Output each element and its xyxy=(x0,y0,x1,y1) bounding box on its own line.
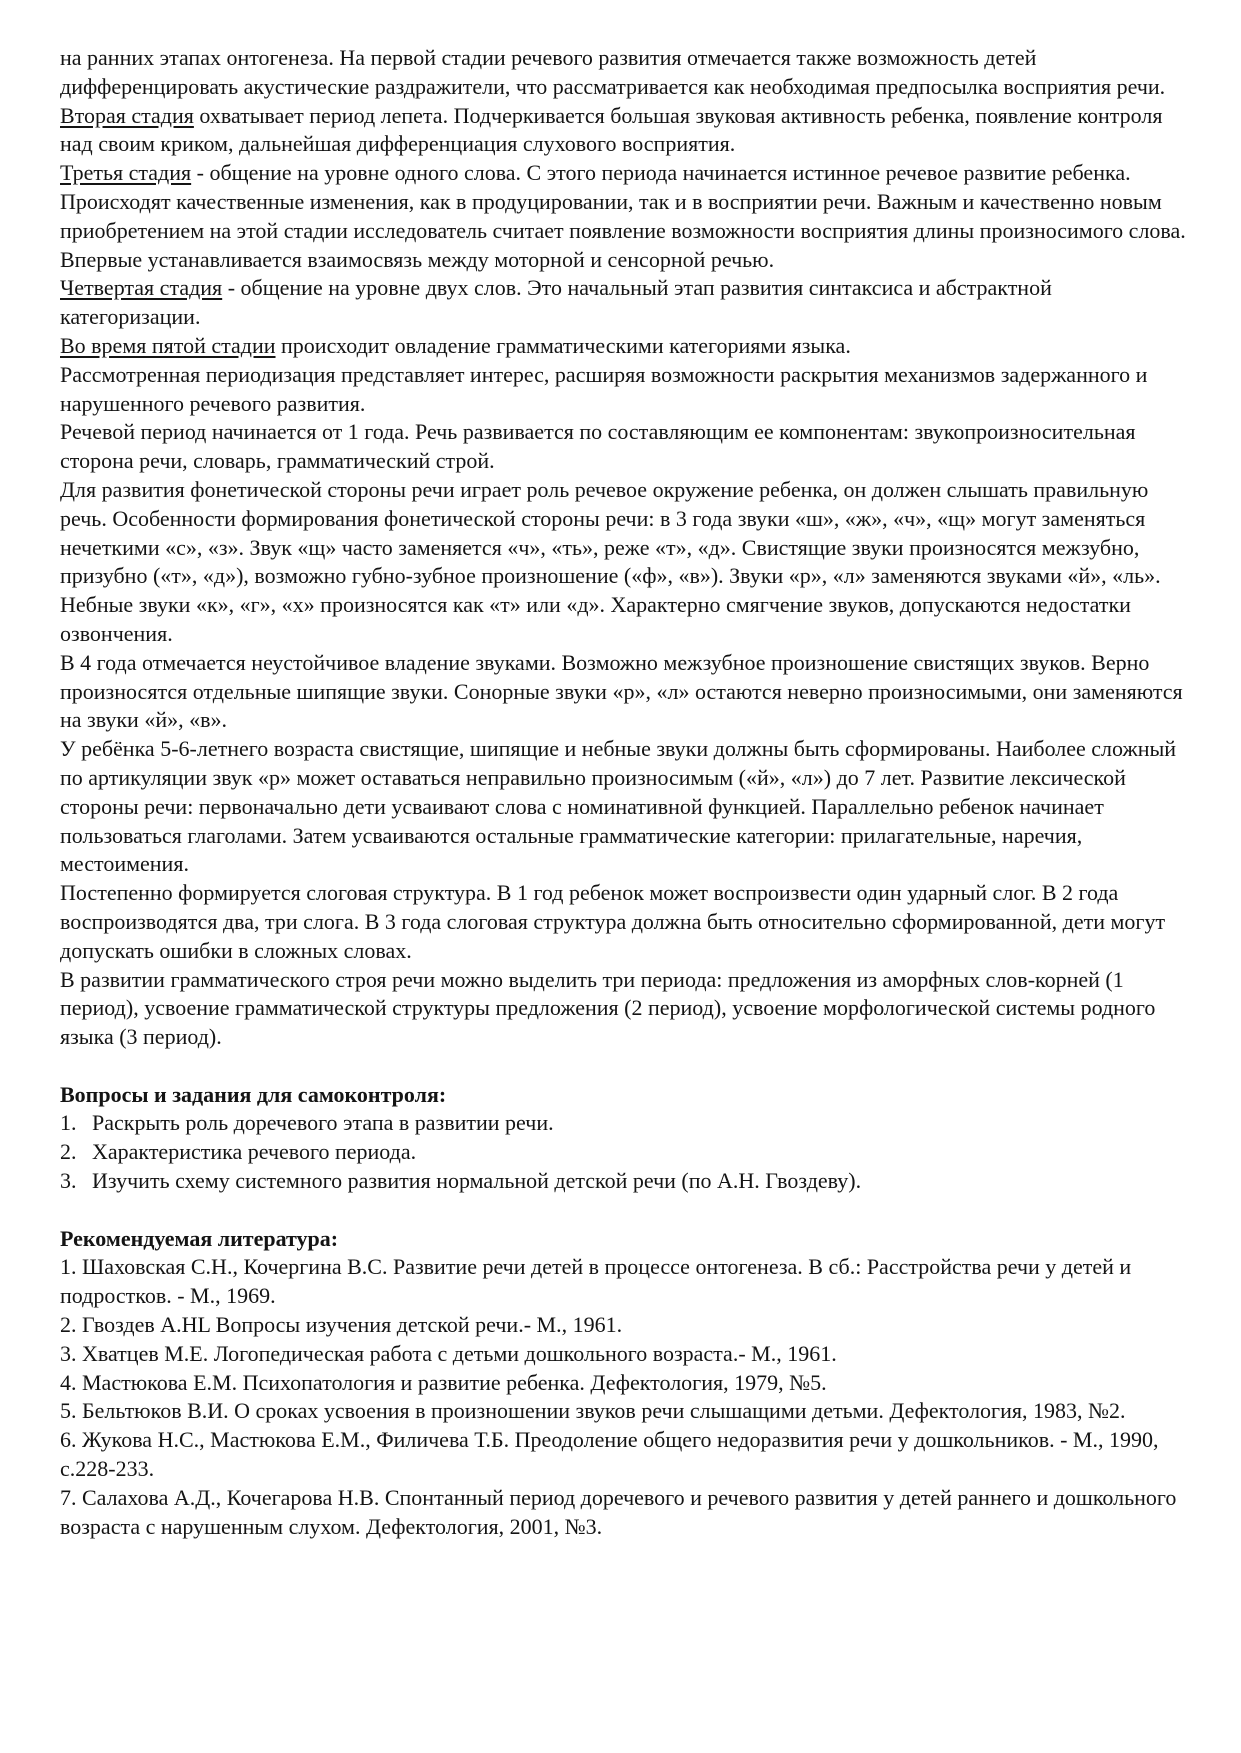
paragraph-stage-2: Вторая стадия охватывает период лепета. Подчеркивается большая звуковая активность ребенка, появление контроля над своим криком, дальнейшая дифференциация слухового восприятия. xyxy=(60,102,1163,157)
literature-title: Рекомендуемая литература: xyxy=(60,1225,339,1251)
paragraph-periodization: Рассмотренная периодизация представляет интерес, расширяя возможности раскрытия механизмов задержанного и нарушенного речевого развития. xyxy=(60,361,1148,416)
paragraph-speech-period: Речевой период начинается от 1 года. Речь развивается по составляющим ее компонентам: звукопроизносительная сторона речи, словарь, грамматический строй. xyxy=(60,419,1136,474)
paragraph-syllable-structure: Постепенно формируется слоговая структура. В 1 год ребенок может воспроизвести один ударный слог. В 2 года воспроизводятся два, три слога. В 3 года слоговая структура должна быть относительно сформированной, дети могут допускать ошибки в сложных словах. xyxy=(60,880,1166,963)
document-page xyxy=(60,44,1188,1541)
paragraph-phonetics: Для развития фонетической стороны речи играет роль речевое окружение ребенка, он должен слышать правильную речь. Особенности формирования фонетической стороны речи: в 3 года звуки «ш», «ж», «ч», «щ» могут заменяться нечеткими «с», «з». Звук «щ» часто заменяется «ч», «ть», реже «т», «д». Свистящие звуки произносятся межзубно, призубно («т», «д»), возможно губно-зубное произношение («ф», «в»). Звуки «р», «л» заменяются звуками «й», «ль». Небные звуки «к», «г», «х» произносятся как «т» или «д». Характерно смягчение звуков, допускаются недостатки озвончения. xyxy=(60,476,1161,646)
spacer xyxy=(60,1196,1188,1225)
literature-item: 7. Салахова А.Д., Кочегарова Н.В. Спонтанный период доречевого и речевого развития у детей раннего и дошкольного возраста с нарушенным слухом. Дефектология, 2001, №3. xyxy=(60,1484,1177,1539)
literature-item: 5. Бельтюков В.И. О сроках усвоения в произношении звуков речи слышащими детьми. Дефектология, 1983, №2. xyxy=(60,1398,1126,1424)
stage-5-heading: Во время пятой стадии xyxy=(60,332,276,358)
stage-3-heading: Третья стадия xyxy=(60,160,192,186)
literature-item: 1. Шаховская С.Н., Кочергина В.С. Развитие речи детей в процессе онтогенеза. В сб.: Расстройства речи у детей и подростков. - М., 1969. xyxy=(60,1254,1132,1309)
paragraph-stage-4: Четвертая стадия - общение на уровне двух слов. Это начальный этап развития синтаксиса и абстрактной категоризации. xyxy=(60,275,1052,330)
paragraph-stage-3: Третья стадия - общение на уровне одного слова. С этого периода начинается истинное речевое развитие ребенка. Происходят качественные изменения, как в продуцировании, так и в восприятии речи. Важным и качественно новым приобретением на этой стадии исследователь считает появление возможности восприятия длины произносимого слова. Впервые устанавливается взаимосвязь между моторной и сенсорной речью. xyxy=(60,160,1186,272)
stage-4-heading: Четвертая стадия xyxy=(60,275,223,301)
literature-item: 3. Хватцев М.Е. Логопедическая работа с детьми дошкольного возраста.- М., 1961. xyxy=(60,1340,837,1366)
stage-2-heading: Вторая стадия xyxy=(60,102,194,128)
paragraph-age-5-6: У ребёнка 5-6-летнего возраста свистящие, шипящие и небные звуки должны быть сформированы. Наиболее сложный по артикуляции звук «р» может оставаться неправильно произносимым («й», «л») до 7 лет. Развитие лексической стороны речи: первоначально дети усваивают слова с номинативной функцией. Параллельно ребенок начинает пользоваться глаголами. Затем усваиваются остальные грамматические категории: прилагательные, наречия, местоимения. xyxy=(60,736,1177,877)
paragraph-grammar: В развитии грамматического строя речи можно выделить три периода: предложения из аморфных слов-корней (1 период), усвоение грамматической структуры предложения (2 период), усвоение морфологической системы родного языка (3 период). xyxy=(60,966,1156,1050)
literature-list xyxy=(60,1253,1188,1541)
literature-item: 6. Жукова Н.С., Мастюкова Е.М., Филичева Т.Б. Преодоление общего недоразвития речи у дошкольников. - М., 1990, с.228-233. xyxy=(60,1427,1159,1482)
questions-list xyxy=(60,1109,1188,1195)
paragraph-stage-5: Во время пятой стадии происходит овладение грамматическими категориями языка. xyxy=(60,332,851,358)
list-item: 1. Раскрыть роль доречевого этапа в развитии речи. xyxy=(60,1110,554,1136)
questions-title: Вопросы и задания для самоконтроля: xyxy=(60,1081,447,1107)
paragraph-age-4: В 4 года отмечается неустойчивое владение звуками. Возможно межзубное произношение свистящих звуков. Верно произносятся отдельные шипящие звуки. Сонорные звуки «р», «л» остаются неверно произносимыми, они заменяются на звуки «й», «в». xyxy=(60,649,1183,733)
literature-item: 2. Гвоздев А.HL Вопросы изучения детской речи.- М., 1961. xyxy=(60,1312,623,1338)
literature-item: 4. Мастюкова Е.М. Психопатология и развитие ребенка. Дефектология, 1979, №5. xyxy=(60,1369,827,1395)
spacer xyxy=(60,1052,1188,1081)
list-item: 3. Изучить схему системного развития нормальной детской речи (по А.Н. Гвоздеву). xyxy=(60,1168,862,1194)
list-item: 2. Характеристика речевого периода. xyxy=(60,1139,417,1165)
paragraph-1: на ранних этапах онтогенеза. На первой стадии речевого развития отмечается также возможность детей дифференцировать акустические раздражители, что рассматривается как необходимая предпосылка восприятия речи. xyxy=(60,45,1166,99)
